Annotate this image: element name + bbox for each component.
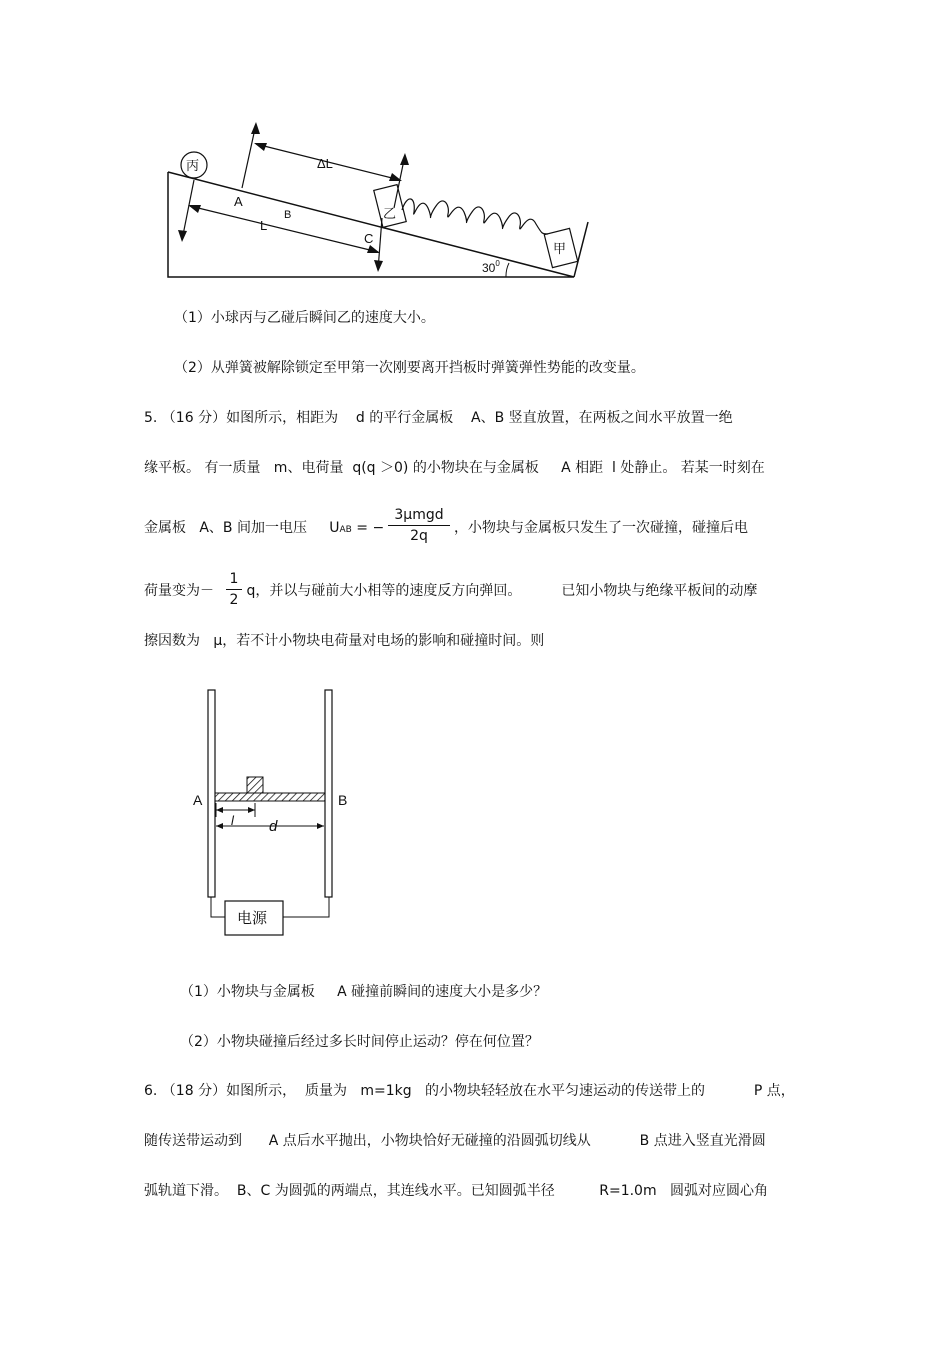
angle-label: $30^0$ bbox=[482, 259, 500, 275]
q5-line2: 缘平板。 有一质量 m、电荷量 q(q ＞0) 的小物块在与金属板 A 相距 l 处静止。 若某一时刻在 bbox=[144, 460, 765, 476]
q6-line2: 随传送带运动到 A 点后水平抛出，小物块恰好无碰撞的沿圆弧切线从 B 点进入竖直光滑圆 bbox=[144, 1133, 766, 1149]
q5-line4-start: 荷量变为－ bbox=[144, 583, 214, 599]
arrowhead-l-right bbox=[367, 245, 380, 253]
q5-uab-subscript: AB bbox=[339, 525, 352, 535]
label-b: B bbox=[284, 209, 292, 221]
label-jia: 甲 bbox=[553, 241, 567, 256]
q5-line3-start bbox=[144, 519, 384, 539]
q5-line4-end: q，并以与碰前大小相等的速度反方向弹回。 已知小物块与绝缘平板间的动摩 bbox=[242, 583, 758, 599]
arrowhead-c-down bbox=[374, 260, 383, 272]
q5-line3-text: 金属板 A、B 间加一电压 U bbox=[144, 520, 340, 536]
arrowhead-a-up bbox=[251, 122, 260, 134]
q5-line3-end: ，小物块与金属板只发生了一次碰撞，碰撞后电 bbox=[454, 520, 748, 536]
label-bing: 丙 bbox=[186, 158, 200, 173]
q5-sub1: （1）小物块与金属板 A 碰撞前瞬间的速度大小是多少？ bbox=[180, 984, 548, 1000]
fraction-numerator: 3μmgd bbox=[394, 507, 444, 523]
arrowhead-ball-down bbox=[178, 230, 187, 242]
l-arrow-right bbox=[248, 807, 255, 813]
arrowhead-yi-up bbox=[400, 153, 409, 165]
plate-b bbox=[325, 690, 332, 897]
fraction-denominator: 2q bbox=[410, 528, 428, 544]
label-plate-a: A bbox=[193, 792, 203, 808]
q5-sub2: （2）小物块碰撞后经过多长时间停止运动？停在何位置？ bbox=[180, 1034, 539, 1050]
q4-sub1: （1）小球丙与乙碰后瞬间乙的速度大小。 bbox=[174, 310, 435, 326]
label-yi: 乙 bbox=[383, 206, 397, 221]
q5-line5: 擦因数为 μ，若不计小物块电荷量对电场的影响和碰撞时间。则 bbox=[144, 633, 545, 649]
label-d: d bbox=[269, 818, 278, 835]
label-plate-b: B bbox=[338, 792, 348, 808]
insulating-plate bbox=[215, 793, 325, 801]
wire-left bbox=[211, 897, 225, 917]
angle-arc bbox=[506, 263, 509, 277]
label-a: A bbox=[234, 194, 243, 209]
q5-charge-fraction bbox=[226, 569, 242, 610]
incline-stopper-line bbox=[574, 222, 588, 277]
label-l: L bbox=[260, 218, 268, 233]
plate-a bbox=[208, 690, 215, 897]
l-arrow-left bbox=[216, 807, 223, 813]
label-c: C bbox=[364, 231, 374, 246]
q5-line3-eq: = − bbox=[351, 520, 385, 536]
fraction-numerator: 1 bbox=[229, 571, 239, 587]
arrowhead-dl-left bbox=[254, 143, 267, 151]
q6-line3: 弧轨道下滑。 B、C 为圆弧的两端点，其连线水平。已知圆弧半径 R=1.0m 圆弧对应圆心角 bbox=[144, 1183, 768, 1199]
spring bbox=[402, 199, 548, 234]
q5-line1: 5. （16 分）如图所示，相距为 d 的平行金属板 A、B 竖直放置，在两板之间水平放置一绝 bbox=[144, 410, 733, 426]
q6-line1: 6. （18 分）如图所示， 质量为 m=1kg 的小物块轻轻放在水平匀速运动的传送带上的 P 点， bbox=[144, 1083, 795, 1099]
fraction-denominator: 2 bbox=[229, 592, 239, 608]
small-block bbox=[247, 777, 263, 793]
incline-figure bbox=[150, 110, 600, 290]
power-supply-label: 电源 bbox=[237, 910, 268, 927]
q5-voltage-fraction bbox=[388, 505, 450, 546]
label-l: l bbox=[231, 813, 234, 828]
incline-outline bbox=[168, 172, 574, 277]
label-delta-l: ΔL bbox=[317, 156, 333, 171]
d-arrow-left bbox=[216, 823, 223, 829]
q4-sub2: （2）从弹簧被解除锁定至甲第一次刚要离开挡板时弹簧弹性势能的改变量。 bbox=[174, 360, 645, 376]
arrowhead-l-left bbox=[188, 205, 201, 213]
plates-figure bbox=[185, 685, 365, 940]
d-arrow-right bbox=[317, 823, 324, 829]
wire-right bbox=[283, 897, 329, 917]
